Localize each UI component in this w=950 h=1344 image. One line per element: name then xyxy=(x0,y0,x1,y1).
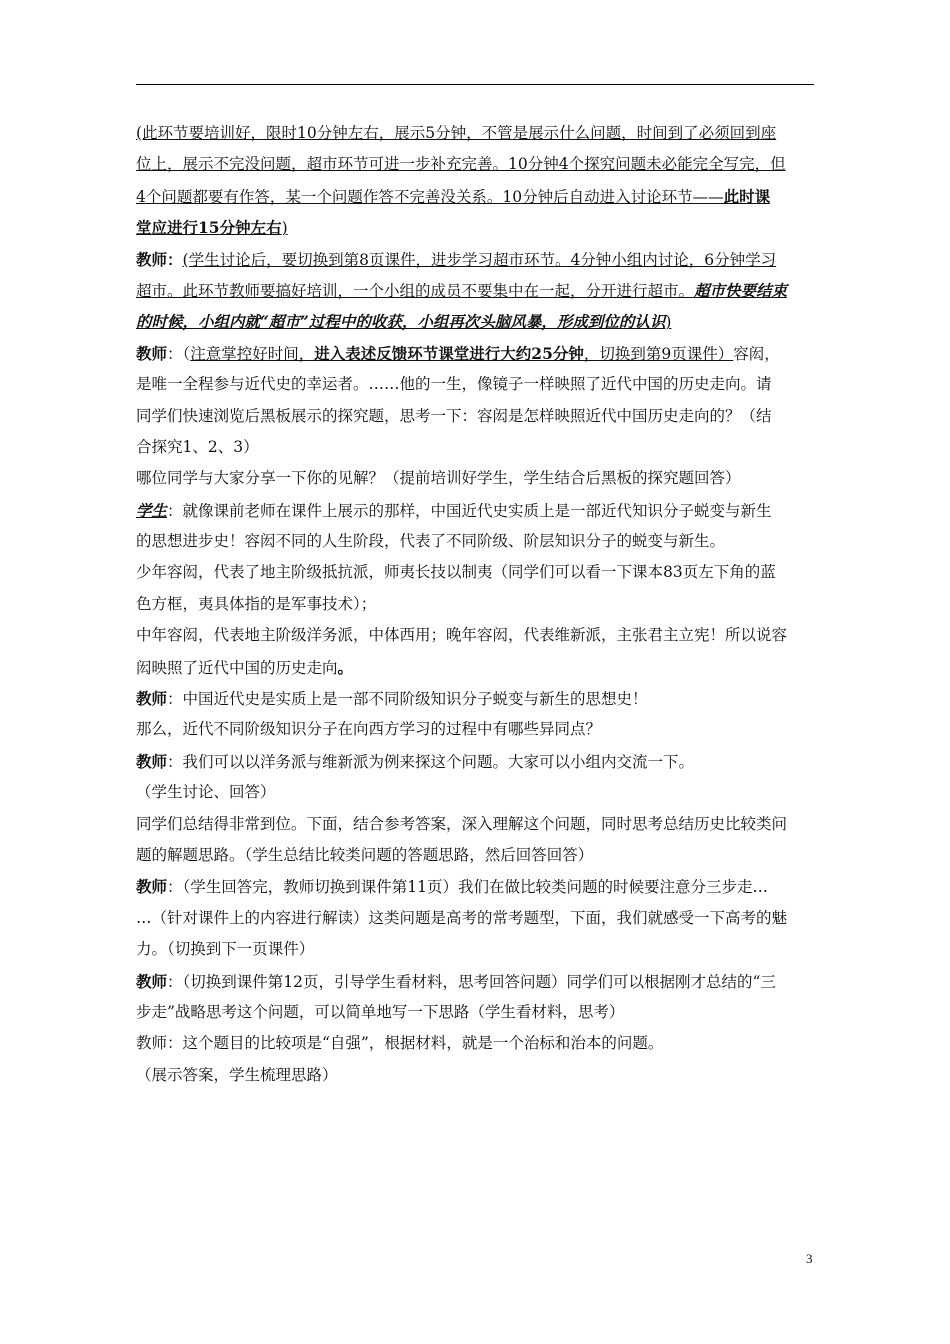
text-run: 此时课 xyxy=(723,186,771,206)
document-body xyxy=(136,118,814,1091)
text-run: ：中国近代史是实质上是一部不同阶级知识分子蜕变与新生的思想史！ xyxy=(167,690,648,709)
paragraph-line xyxy=(136,244,814,275)
paragraph-line xyxy=(136,557,814,588)
page-number: 3 xyxy=(806,1251,813,1266)
text-run: 的时候，小组内就“超市”过程中的收获，小组再次头脑风暴，形成到位的认识 xyxy=(136,312,666,332)
text-run: 步走”战略思考这个问题，可以简单地写一下思路（学生看材料，思考） xyxy=(136,1002,625,1021)
text-run: …（针对课件上的内容进行解读）这类问题是高考的常考题型，下面，我们就感受一下高考的魅 xyxy=(136,908,788,927)
text-run: （展示答案，学生梳理思路） xyxy=(136,1065,338,1084)
text-run: 容闳， xyxy=(733,344,780,363)
paragraph-line xyxy=(136,746,814,777)
text-run: （学生讨论、回答） xyxy=(136,783,276,802)
paragraph-line xyxy=(136,683,814,714)
text-run: 力。（切换到下一页课件） xyxy=(136,940,315,959)
text-run: 注意掌控好时间， xyxy=(190,344,315,363)
paragraph-line xyxy=(136,306,814,337)
text-run: (此环节要培训好，限时10分钟左右，展示5分钟，不管是展示什么问题，时间到了必须回到座 xyxy=(136,124,777,142)
text-run: 。 xyxy=(337,657,354,677)
speaker-label: 教师 xyxy=(136,343,168,363)
speaker-label: 教师 xyxy=(136,877,168,897)
paragraph-line xyxy=(136,212,814,243)
paragraph-line xyxy=(136,463,814,494)
text-run: 教师：这个题目的比较项是“自强”，根据材料，就是一个治标和治本的问题。 xyxy=(136,1034,664,1053)
paragraph-line xyxy=(136,149,814,180)
text-run: 同学们快速浏览后黑板展示的探究题，思考一下：容闳是怎样映照近代中国历史走向的？（结 xyxy=(136,406,772,425)
text-run: 进入表述反馈环节课堂进行大约25分钟 xyxy=(314,343,584,363)
text-run: ：（切换到课件第12页，引导学生看材料，思考回答问题）同学们可以根据刚才总结的“三 xyxy=(167,972,776,991)
speaker-label: 教师 xyxy=(136,971,168,991)
paragraph-line xyxy=(136,118,814,149)
text-run: 闳映照了近代中国的历史走向 xyxy=(136,658,338,677)
paragraph-line xyxy=(136,809,814,840)
speaker-label: 教师 xyxy=(136,689,168,709)
paragraph-line xyxy=(136,369,814,400)
text-run: 位上，展示不完没问题，超市环节可进一步补充完善。10分钟4个探究问题未必能完全写完，但 xyxy=(136,155,786,174)
text-run: ： xyxy=(167,249,183,269)
text-run: 超市。此环节教师要搞好培训，一个小组的成员不要集中在一起，分开进行超市。 xyxy=(136,281,695,300)
text-run: ，切换到第9页课件） xyxy=(583,344,734,363)
paragraph-line xyxy=(136,652,814,683)
paragraph-line xyxy=(136,997,814,1028)
text-run: 是唯一全程参与近代史的幸运者。……他的一生，像镜子一样映照了近代中国的历史走向。请 xyxy=(136,375,772,394)
paragraph-line xyxy=(136,934,814,965)
paragraph-line xyxy=(136,338,814,369)
paragraph-line xyxy=(136,871,814,902)
paragraph-line xyxy=(136,495,814,526)
text-run: 少年容闳，代表了地主阶级抵抗派，师夷长技以制夷（同学们可以看一下课本83页左下角的蓝 xyxy=(136,563,776,582)
paragraph-line xyxy=(136,526,814,557)
paragraph-line xyxy=(136,777,814,808)
paragraph-line xyxy=(136,714,814,745)
text-run: 超市快要结束 xyxy=(694,280,788,300)
paragraph-line xyxy=(136,432,814,463)
speaker-label: 学生 xyxy=(136,500,168,520)
header-rule xyxy=(136,84,814,85)
text-run: ) xyxy=(281,219,288,238)
paragraph-line xyxy=(136,903,814,934)
text-run: 堂应进行15分钟左右 xyxy=(136,218,282,238)
paragraph-line xyxy=(136,589,814,620)
text-run: ：（学生回答完，教师切换到课件第11页）我们在做比较类问题的时候要注意分三步走… xyxy=(167,878,768,897)
text-run: ：（ xyxy=(167,344,191,363)
text-run: 题的解题思路。（学生总结比较类问题的答题思路，然后回答回答） xyxy=(136,845,594,864)
paragraph-line xyxy=(136,1028,814,1059)
text-run: ：就像课前老师在课件上展示的那样，中国近代史实质上是一部近代知识分子蜕变与新生 xyxy=(167,501,772,520)
text-run: 的思想进步史！容闳不同的人生阶段，代表了不同阶级、阶层知识分子的蜕变与新生。 xyxy=(136,532,726,551)
text-run: 同学们总结得非常到位。下面，结合参考答案，深入理解这个问题，同时思考总结历史比较类问 xyxy=(136,814,788,833)
paragraph-line xyxy=(136,966,814,997)
text-run: ) xyxy=(665,313,672,332)
text-run: 合探究1、2、3） xyxy=(136,437,259,456)
paragraph-line xyxy=(136,401,814,432)
paragraph-line xyxy=(136,620,814,651)
text-run: 哪位同学与大家分享一下你的见解？（提前培训好学生，学生结合后黑板的探究题回答） xyxy=(136,469,741,488)
paragraph-line xyxy=(136,840,814,871)
paragraph-line xyxy=(136,181,814,212)
speaker-label: 教师 xyxy=(136,751,168,771)
text-run: ：我们可以以洋务派与维新派为例来探这个问题。大家可以小组内交流一下。 xyxy=(167,752,695,771)
text-run: 中年容闳，代表地主阶级洋务派，中体西用；晚年容闳，代表维新派，主张君主立宪！所以说容 xyxy=(136,626,788,645)
text-run: 那么，近代不同阶级知识分子在向西方学习的过程中有哪些异同点？ xyxy=(136,720,602,739)
text-run: 4个问题都要有作答，某一个问题作答不完善没关系。10分钟后自动进入讨论环节—— xyxy=(136,187,724,206)
paragraph-line xyxy=(136,275,814,306)
text-run: 色方框，夷具体指的是军事技术）； xyxy=(136,594,377,613)
text-run: (学生讨论后，要切换到第8页课件，进步学习超市环节。4分钟小组内讨论，6分钟学习 xyxy=(182,250,777,269)
speaker-label: 教师 xyxy=(136,249,168,269)
paragraph-line xyxy=(136,1060,814,1091)
